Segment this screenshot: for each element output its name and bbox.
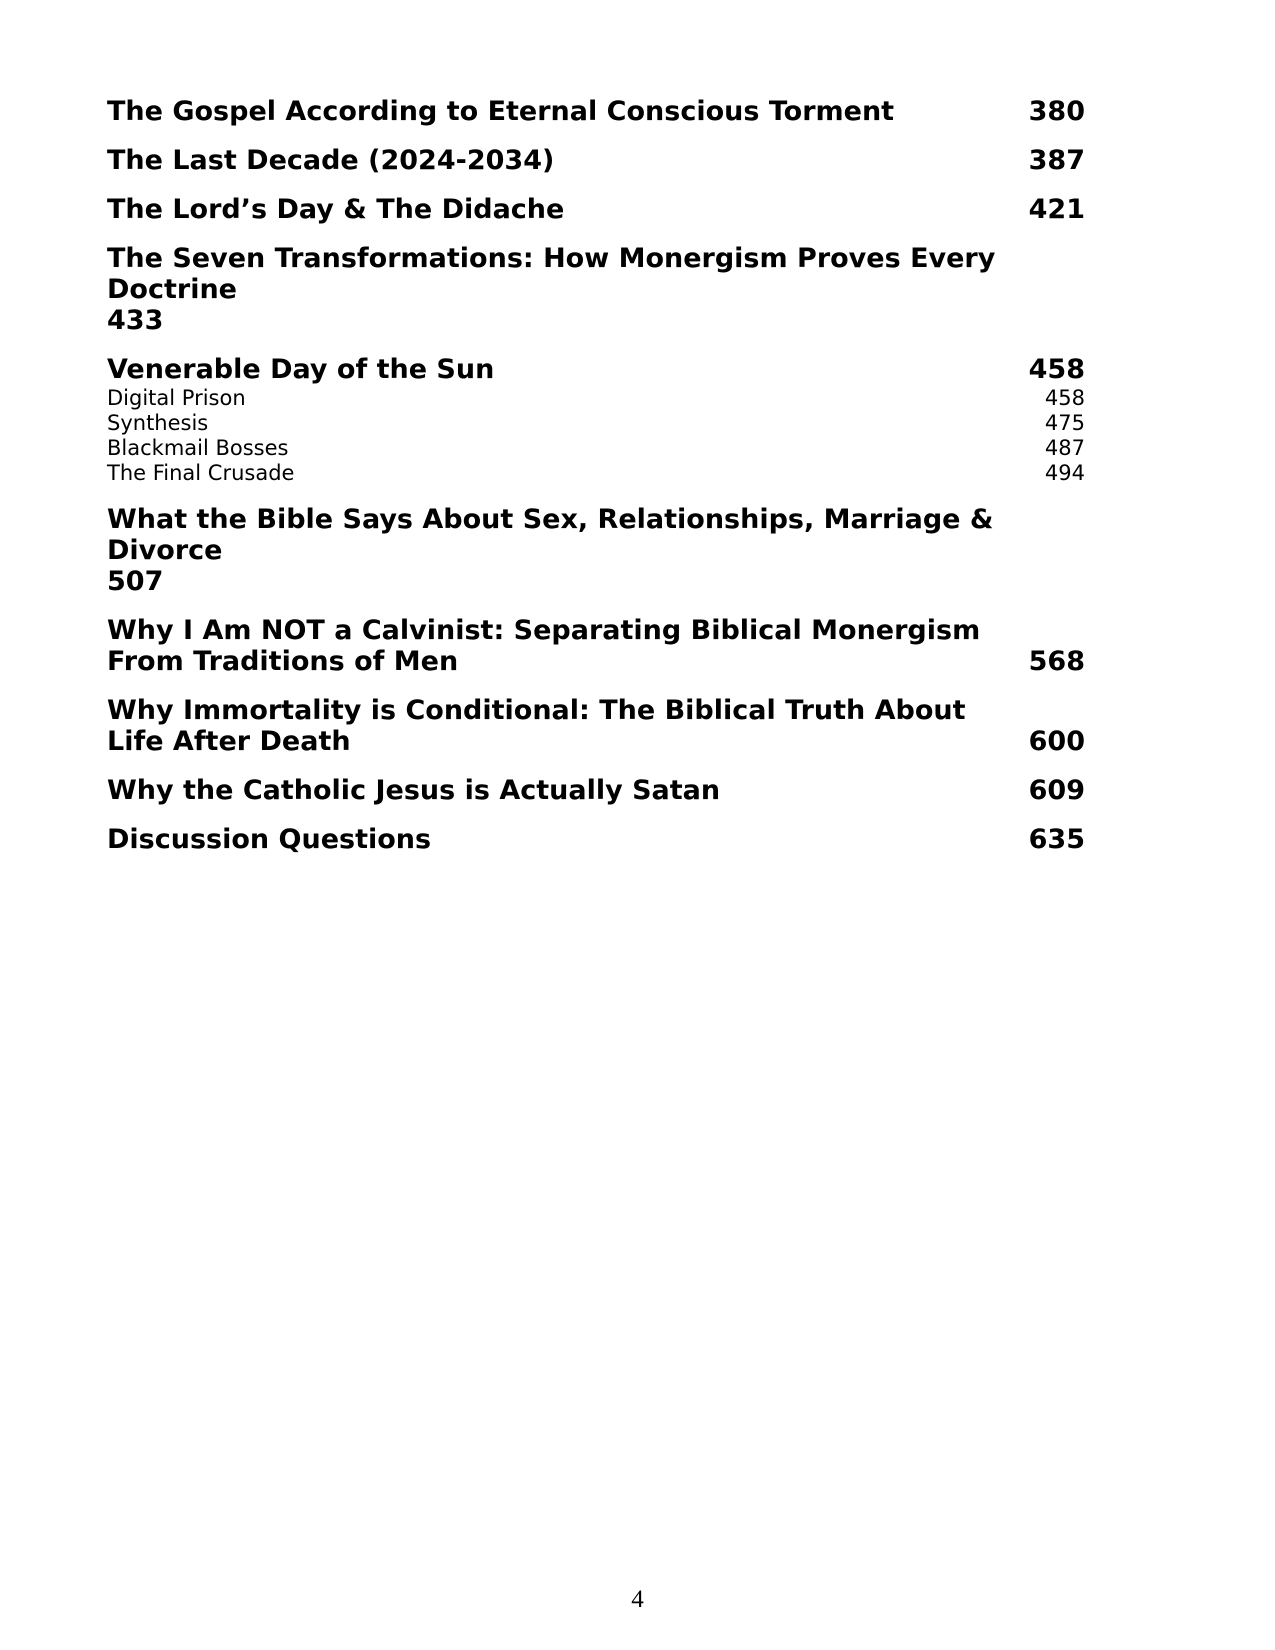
toc-entry-page: 433 bbox=[107, 305, 164, 336]
toc-subentry[interactable] bbox=[107, 386, 1085, 411]
toc-subentry-page: 475 bbox=[1044, 411, 1085, 435]
page-number: 4 bbox=[631, 1586, 644, 1613]
toc-entry-title: The Seven Transformations: How Monergism Proves Every Doctrine bbox=[107, 243, 996, 305]
toc-entry-page: 609 bbox=[1028, 775, 1085, 806]
toc-entry-title: Why Immortality is Conditional: The Biblical Truth About Life After Death bbox=[107, 695, 966, 757]
toc-entry[interactable] bbox=[107, 615, 1085, 677]
toc-entry[interactable] bbox=[107, 194, 1085, 225]
toc-subentry-page: 487 bbox=[1044, 436, 1085, 460]
toc-entry[interactable] bbox=[107, 354, 1085, 486]
toc-entry-title: The Gospel According to Eternal Conscious Torment bbox=[107, 96, 895, 127]
toc-entry[interactable] bbox=[107, 775, 1085, 806]
toc-entry-page: 421 bbox=[1028, 194, 1085, 225]
toc-subentry[interactable] bbox=[107, 461, 1085, 486]
toc-entry-page: 387 bbox=[1028, 145, 1085, 176]
toc-subentry-title: Blackmail Bosses bbox=[107, 436, 289, 460]
toc-entry[interactable] bbox=[107, 96, 1085, 127]
toc-entry-page: 507 bbox=[107, 566, 164, 597]
toc-entry[interactable] bbox=[107, 243, 1085, 336]
toc-entry[interactable] bbox=[107, 824, 1085, 855]
toc-entry-page: 568 bbox=[1028, 646, 1085, 677]
toc-entry-title: Discussion Questions bbox=[107, 824, 432, 855]
toc-entry-title: Why the Catholic Jesus is Actually Satan bbox=[107, 775, 721, 806]
toc-subentry[interactable] bbox=[107, 436, 1085, 461]
toc-entry[interactable] bbox=[107, 695, 1085, 757]
toc-entry-title: Why I Am NOT a Calvinist: Separating Biblical Monergism From Traditions of Men bbox=[107, 615, 981, 677]
toc-entry-title: What the Bible Says About Sex, Relationships, Marriage & Divorce bbox=[107, 504, 994, 566]
table-of-contents bbox=[107, 96, 1085, 873]
toc-subentry-page: 458 bbox=[1044, 386, 1085, 410]
toc-subentry[interactable] bbox=[107, 411, 1085, 436]
toc-entry-title: The Last Decade (2024-2034) bbox=[107, 145, 555, 176]
toc-subentry-title: Digital Prison bbox=[107, 386, 246, 410]
toc-entry-page: 458 bbox=[1028, 354, 1085, 385]
toc-entry[interactable] bbox=[107, 504, 1085, 597]
toc-entry-page: 600 bbox=[1028, 726, 1085, 757]
toc-subentry-title: Synthesis bbox=[107, 411, 209, 435]
toc-entry-title: Venerable Day of the Sun bbox=[107, 354, 495, 385]
toc-entry-page: 635 bbox=[1028, 824, 1085, 855]
toc-subentry-page: 494 bbox=[1044, 461, 1085, 485]
toc-entry-page: 380 bbox=[1028, 96, 1085, 127]
toc-entry-title: The Lord’s Day & The Didache bbox=[107, 194, 565, 225]
toc-subentry-title: The Final Crusade bbox=[107, 461, 295, 485]
toc-entry[interactable] bbox=[107, 145, 1085, 176]
